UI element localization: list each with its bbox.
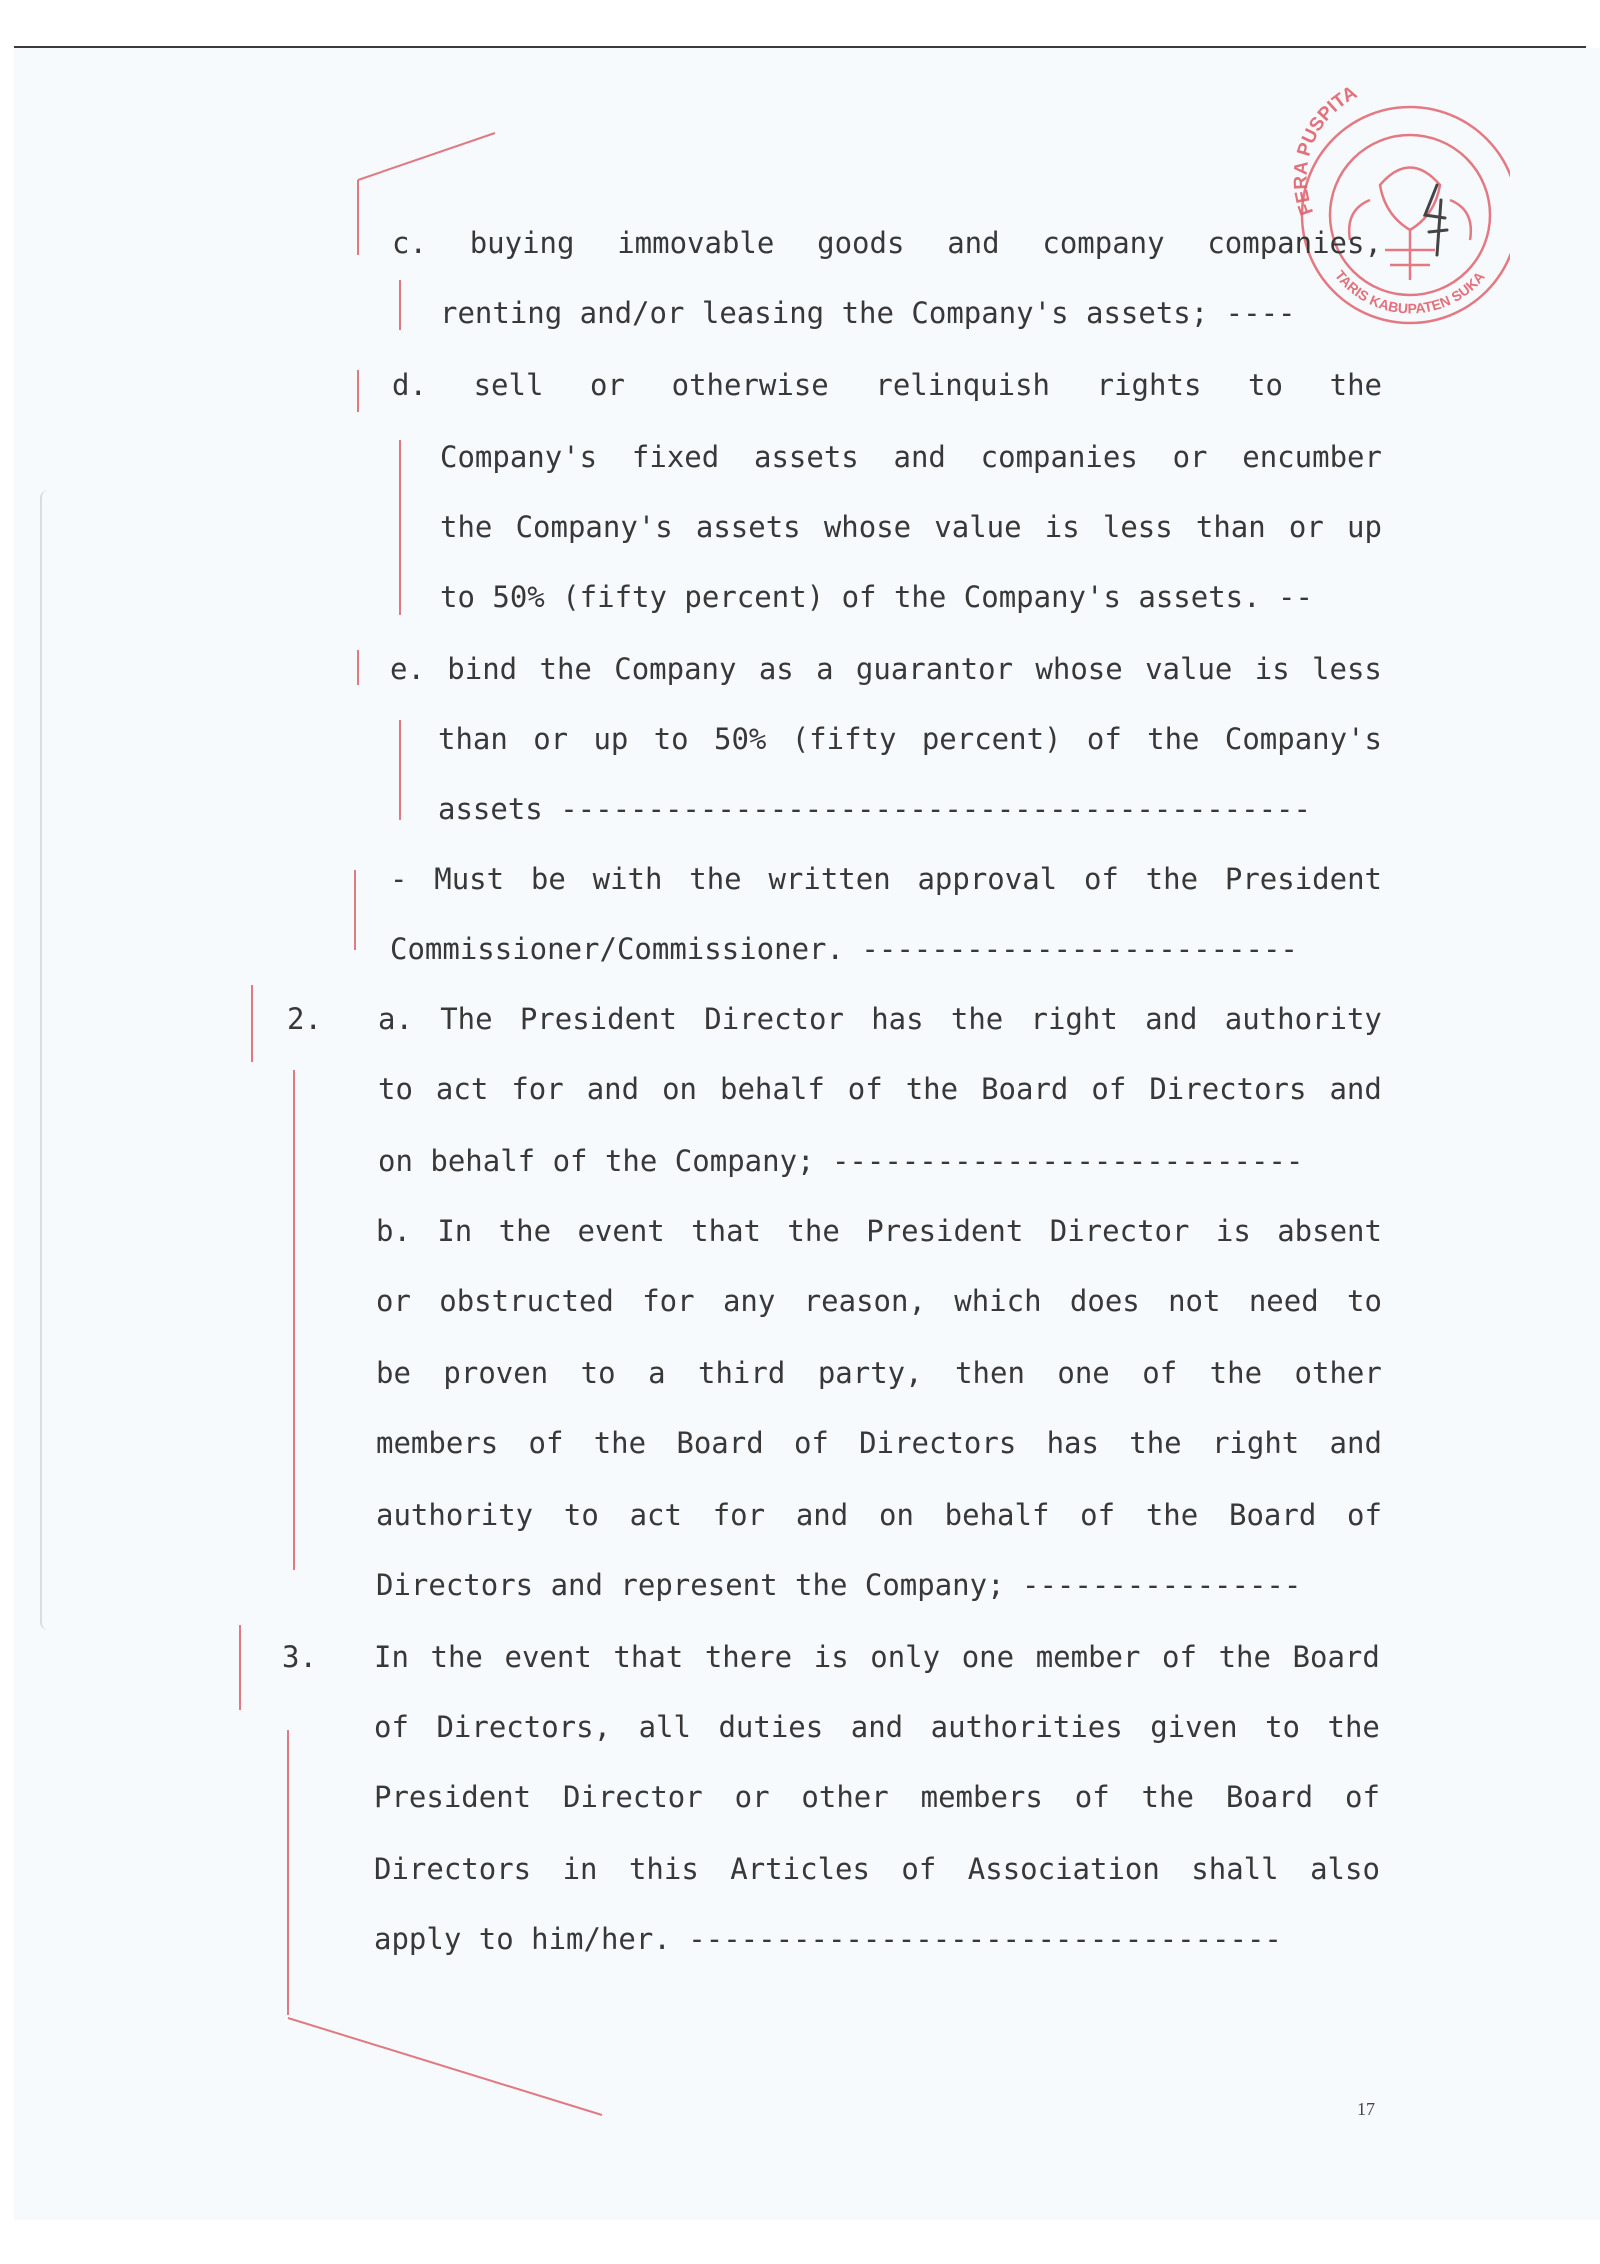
text-line: apply to him/her. ---------------------------------- [374,1922,1282,1956]
text-line: renting and/or leasing the Company's assets; ---- [440,296,1296,330]
svg-text:FERA PUSPITA [1290,82,1361,218]
text-line: the Company's assets whose value is less than or up [440,510,1382,544]
text-line: Directors and represent the Company; ---------------- [376,1568,1302,1602]
text-line: d. sell or otherwise relinquish rights to the [392,368,1382,402]
text-line: b. In the event that the President Director is absent [376,1214,1382,1248]
margin-slash-bottom [288,2018,602,2115]
text-line: c. buying immovable goods and company companies, [392,226,1382,260]
notary-stamp [1270,75,1510,345]
text-line: be proven to a third party, then one of the other [376,1356,1382,1390]
text-line: - Must be with the written approval of the President [390,862,1382,896]
text-line: of Directors, all duties and authorities given to the [374,1710,1380,1744]
text-line: on behalf of the Company; --------------------------- [378,1144,1304,1178]
text-line: e. bind the Company as a guarantor whose value is less [390,652,1382,686]
text-line: than or up to 50% (fifty percent) of the Company's [438,722,1382,756]
text-line: In the event that there is only one member of the Board [374,1640,1380,1674]
page-number: 17 [1357,2099,1375,2119]
text-line: President Director or other members of the Board of [374,1780,1380,1814]
item-marker: d. [392,368,427,402]
section-number-2: 2. [287,1002,322,1036]
stamp-bottom-text: TARIS KABUPATEN SUKA [1331,267,1488,317]
section-number-3: 3. [282,1640,317,1674]
text-line: Commissioner/Commissioner. ------------------------- [390,932,1298,966]
text-line: members of the Board of Directors has the right and [376,1426,1382,1460]
handwritten-initial [1415,180,1455,260]
margin-slash-top [358,133,495,180]
item-marker: e. [390,652,425,686]
text-line: authority to act for and on behalf of the Board of [376,1498,1382,1532]
stamp-top-text: FERA PUSPITA [1290,82,1361,218]
text-line: a. The President Director has the right and authority [378,1002,1382,1036]
text-line: to 50% (fifty percent) of the Company's assets. -- [440,580,1313,614]
text-line: assets ------------------------------------------- [438,792,1311,826]
text-line: to act for and on behalf of the Board of Directors and [378,1072,1382,1106]
text-line: Company's fixed assets and companies or encumber [440,440,1382,474]
text-line: Directors in this Articles of Association shall also [374,1852,1380,1886]
text-line: or obstructed for any reason, which does not need to [376,1284,1382,1318]
item-marker: c. [392,226,427,260]
